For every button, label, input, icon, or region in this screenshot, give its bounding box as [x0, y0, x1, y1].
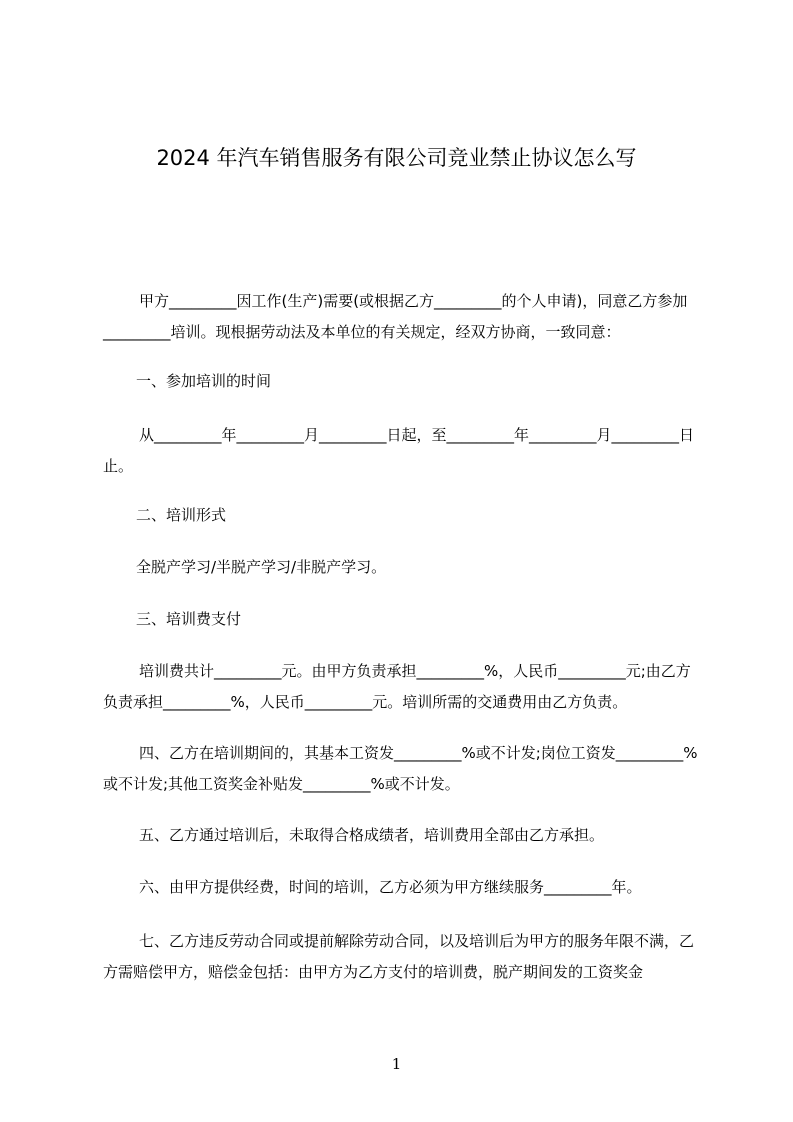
section4-paragraph: 四、乙方在培训期间的，其基本工资发_________%或不计发;岗位工资发_________%或不计发;其他工资奖金补贴发_________%或不计发。 — [103, 744, 698, 793]
page-number: 1 — [391, 1055, 402, 1073]
section2-body: 全脱产学习/半脱产学习/非脱产学习。 — [136, 558, 387, 576]
section3-heading: 三、培训费支付 — [136, 610, 242, 628]
intro-paragraph: 甲方_________因工作(生产)需要(或根据乙方_________的个人申请)，同意乙方参加_________培训。现根据劳动法及本单位的有关规定，经双方协商，一致同意： — [103, 292, 688, 341]
section2-heading: 二、培训形式 — [136, 506, 227, 524]
section5-paragraph: 五、乙方通过培训后，未取得合格成绩者，培训费用全部由乙方承担。 — [139, 826, 605, 844]
section1-body: 从_________年_________月_________日起，至_________年_________月_________日止。 — [103, 426, 695, 475]
section7-paragraph: 七、乙方违反劳动合同或提前解除劳动合同，以及培训后为甲方的服务年限不满，乙方需赔偿甲方，赔偿金包括：由甲方为乙方支付的培训费，脱产期间发的工资奖金 — [103, 932, 695, 981]
section1-heading: 一、参加培训的时间 — [136, 372, 272, 390]
document-title: 2024 年汽车销售服务有限公司竞业禁止协议怎么写 — [156, 146, 637, 170]
section6-paragraph: 六、由甲方提供经费，时间的培训，乙方必须为甲方继续服务_________年。 — [139, 878, 642, 896]
section3-body: 培训费共计_________元。由甲方负责承担_________%，人民币_________元;由乙方负责承担_________%，人民币_________元。培训所需的交通费用由乙方负责。 — [103, 662, 691, 711]
